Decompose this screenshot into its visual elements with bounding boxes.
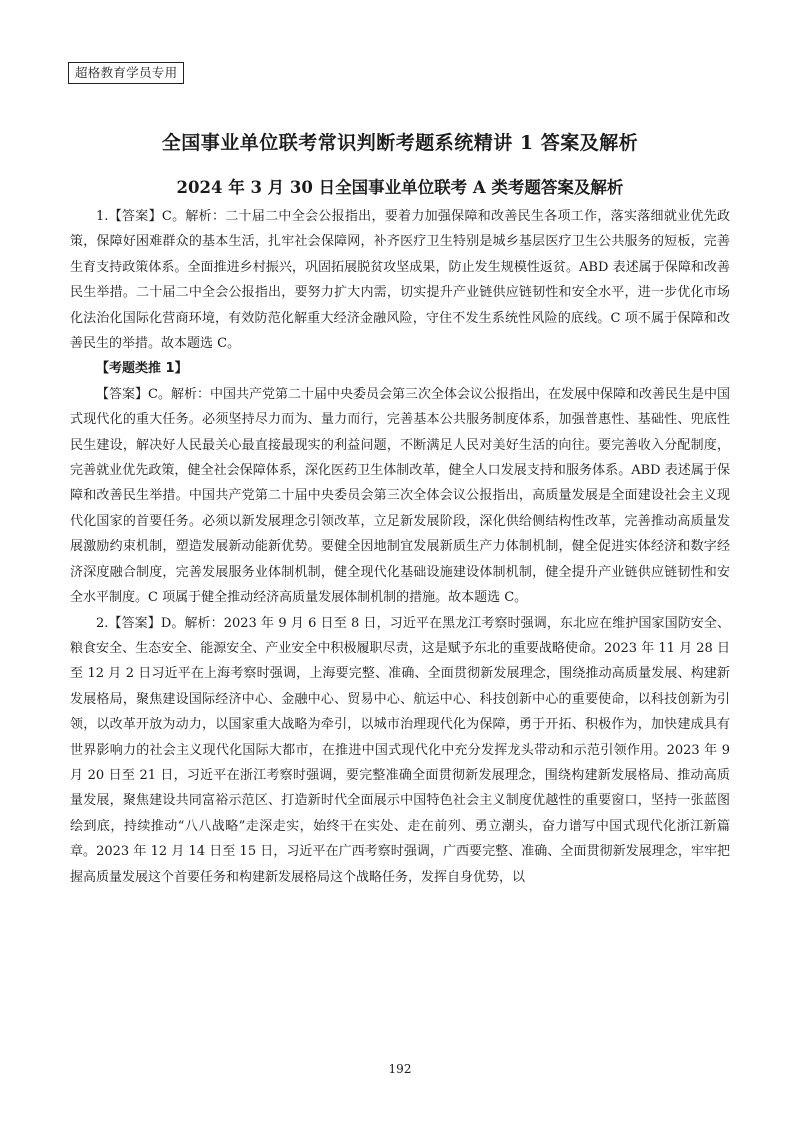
answer-paragraph-2: 2.【答案】D。解析：2023 年 9 月 6 日至 8 日，习近平在黑龙江考察时强调，东北应在维护国家国防安全、粮食安全、生态安全、能源安全、产业安全中积极履职尽责，这是赋予东北的重要战略使命。2023 年 11 月 28 日至 12 月 2 日习近平在上海考察时强调，上海要完整、准确、全面贯彻新发展理念，围绕推动高质量发展、构建新发展格局，聚焦建设国际经济中心、金融中心、贸易中心、航运中心、科技创新中心的重要使命，以科技创新为引领，以改革开放为动力，以国家重大战略为牵引，以城市治理现代化为保障，勇于开拓、积极作为，加快建成具有世界影响力的社会主义现代化国际大都市，在推进中国式现代化中充分发挥龙头带动和示范引领作用。2023 年 9 月 20 日至 21 日，习近平在浙江考察时强调，要完整准确全面贯彻新发展理念，围绕构建新发展格局、推动高质量发展，聚焦建设共同富裕示范区、打造新时代全面展示中国特色社会主义制度优越性的重要窗口，坚持一张蓝图绘到底，持续推动“八八战略”走深走实，始终干在实处、走在前列、勇立潮头，奋力谱写中国式现代化浙江新篇章。2023 年 12 月 14 日至 15 日，习近平在广西考察时强调，广西要完整、准确、全面贯彻新发展理念，牢牢把握高质量发展这个首要任务和构建新发展格局这个战略任务，发挥自身优势，以	[70, 615, 730, 885]
answer-paragraph-analog: 【答案】C。解析：中国共产党第二十届中央委员会第三次全体会议公报指出，在发展中保障和改善民生是中国式现代化的重大任务。必须坚持尽力而为、量力而行，完善基本公共服务制度体系，加强普惠性、基础性、兜底性民生建设，解决好人民最关心最直接最现实的利益问题，不断满足人民对美好生活的向往。要完善收入分配制度，完善就业优先政策，健全社会保障体系，深化医药卫生体制改革，健全人口发展支持和服务体系。ABD 表述属于保障和改善民生举措。中国共产党第二十届中央委员会第三次全体会议公报指出，高质量发展是全面建设社会主义现代化国家的首要任务。必须以新发展理念引领改革，立足新发展阶段，深化供给侧结构性改革，完善推动高质量发展激励约束机制，塑造发展新动能新优势。要健全因地制宜发展新质生产力体制机制，健全促进实体经济和数字经济深度融合制度，完善发展服务业体制机制，健全现代化基础设施建设体制机制，健全提升产业链供应链韧性和安全水平制度。C 项属于健全推动经济高质量发展体制机制的措施。故本题选 C。	[70, 386, 730, 606]
document-body	[70, 204, 730, 890]
page-title: 全国事业单位联考常识判断考题系统精讲 1 答案及解析	[161, 132, 639, 154]
answer-paragraph-1: 1.【答案】C。解析：二十届二中全会公报指出，要着力加强保障和改善民生各项工作，落实落细就业优先政策，保障好困难群众的基本生活，扎牢社会保障网，补齐医疗卫生特别是城乡基层医疗卫生公共服务的短板，完善生育支持政策体系。全面推进乡村振兴，巩固拓展脱贫攻坚成果，防止发生规模性返贫。ABD 表述属于保障和改善民生举措。二十届二中全会公报指出，要努力扩大内需，切实提升产业链供应链韧性和安全水平，进一步优化市场化法治化国际化营商环境，有效防范化解重大经济金融风险，守住不发生系统性风险的底线。C 项不属于保障和改善民生的举措。故本题选 C。	[70, 209, 730, 352]
page-subtitle: 2024 年 3 月 30 日全国事业单位联考 A 类考题答案及解析	[176, 178, 624, 197]
page-number: 192	[388, 1062, 412, 1076]
section-heading: 【考题类推 1】	[96, 361, 188, 377]
header-tag: 超格教育学员专用	[68, 62, 184, 84]
